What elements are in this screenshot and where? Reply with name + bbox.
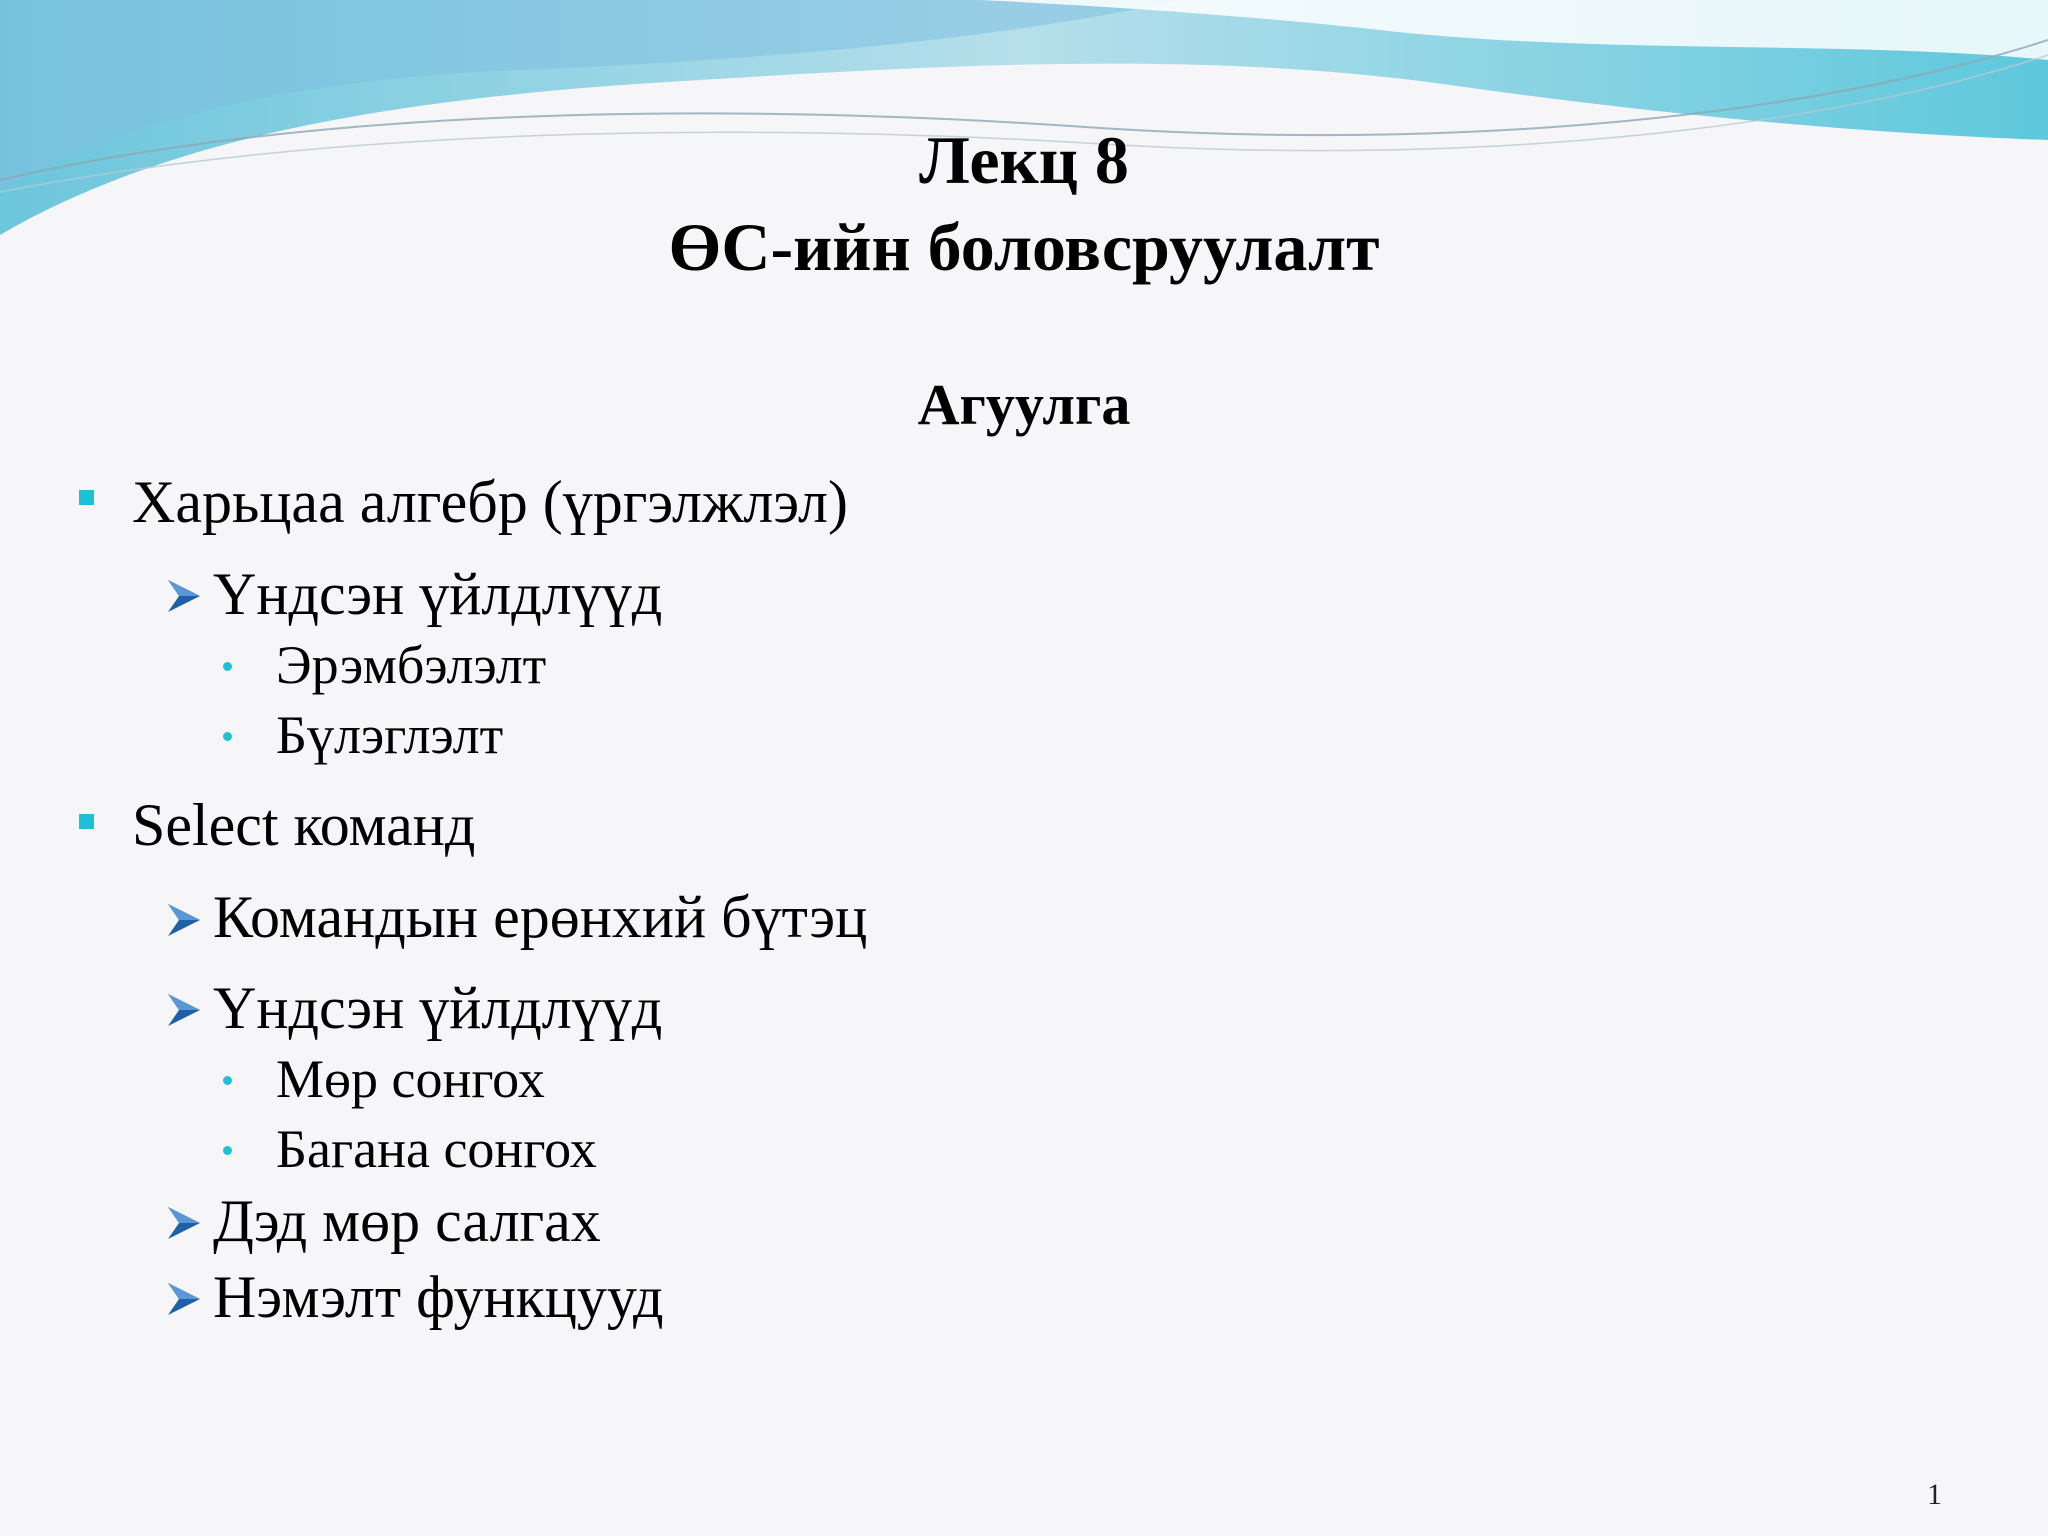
bullet-item-level2: Нэмэлт функцууд [213,1264,664,1330]
bullet-item-level3: Бүлэглэлт [276,705,504,765]
arrow-bullet-icon [165,1280,203,1318]
square-bullet-icon [79,490,94,505]
bullet-item-level3: Мөр сонгох [276,1049,545,1109]
bullet-item-level1: Select команд [132,792,476,858]
bullet-item-level1: Харьцаа алгебр (үргэлжлэл) [132,469,848,535]
dot-bullet-icon [223,1076,232,1085]
dot-bullet-icon [223,732,232,741]
slide-title-line1: Лекц 8 [919,122,1129,198]
dot-bullet-icon [223,1146,232,1155]
arrow-bullet-icon [165,991,203,1029]
page-number: 1 [1927,1478,1942,1511]
dot-bullet-icon [223,662,232,671]
square-bullet-icon [79,814,94,829]
bullet-item-level3: Багана сонгох [276,1119,597,1179]
slide-subtitle: Агуулга [917,372,1131,437]
bullet-item-level2: Үндсэн үйлдлүүд [213,561,663,627]
bullet-item-level2: Дэд мөр салгах [213,1188,601,1254]
bullet-item-level2: Үндсэн үйлдлүүд [213,975,663,1041]
slide-title-line2: ӨС-ийн боловсруулалт [668,209,1380,285]
bullet-item-level3: Эрэмбэлэлт [276,635,547,695]
arrow-bullet-icon [165,1204,203,1242]
arrow-bullet-icon [165,901,203,939]
bullet-item-level2: Командын ерөнхий бүтэц [213,884,868,950]
arrow-bullet-icon [165,577,203,615]
